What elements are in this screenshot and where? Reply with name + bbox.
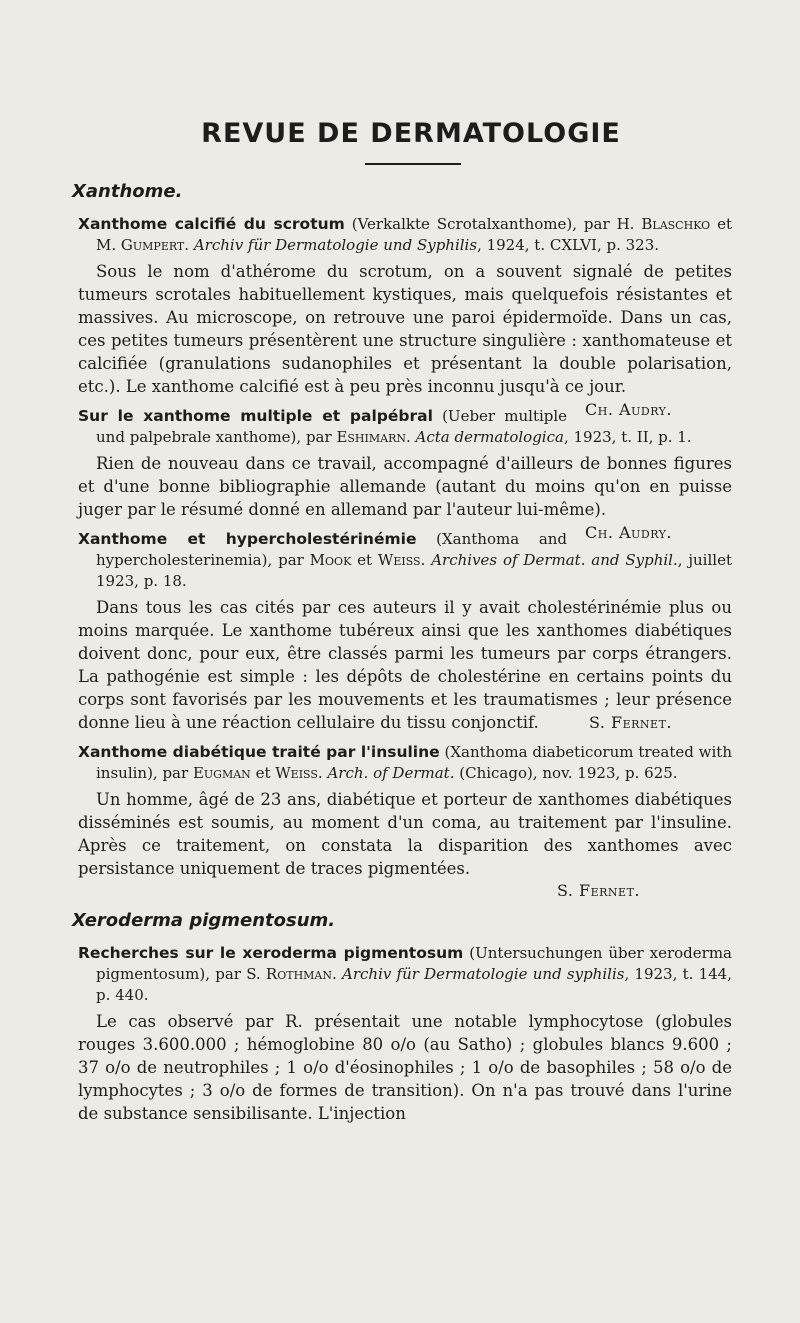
ref-text: , 1924, t. CXLVI, p. 323. <box>477 236 660 254</box>
article-title: Sur le xanthome multiple et palpébral <box>78 407 433 425</box>
article-entry <box>78 529 732 734</box>
ref-text: (Xanthoma and hypercholesterinemia), par <box>96 530 568 569</box>
author-name: Eshimarn <box>336 428 406 446</box>
ref-text: . <box>332 965 342 983</box>
ref-text: et <box>710 215 732 233</box>
article-entry <box>78 943 732 1125</box>
author-name: Eugman <box>192 764 251 782</box>
signature: S. Fernet. <box>556 881 640 900</box>
journal-name: Arch. of Dermat. <box>327 764 455 782</box>
signature: Ch. Audry. <box>585 400 672 419</box>
ref-text: , 1923, t. 144, p. 440. <box>96 965 732 1004</box>
ref-text: . <box>420 551 432 569</box>
ref-text: (Untersuchungen über xeroderma pigmentosum), par <box>96 944 732 983</box>
author-name: S. Rothman <box>246 965 332 983</box>
ref-text: et <box>250 764 276 782</box>
ref-text: (Xanthoma diabeticorum treated with insulin), par <box>96 743 732 782</box>
section-heading-xeroderma: Xeroderma pigmentosum. <box>72 910 336 931</box>
signature: Ch. Audry. <box>585 523 672 542</box>
journal-name: Archiv für Dermatologie und Syphilis <box>193 236 478 254</box>
article-title: Xanthome calcifié du scrotum <box>78 215 345 233</box>
journal-name: Archives of Dermat. and Syphil. <box>431 551 678 569</box>
body-text: Sous le nom d'athérome du scrotum, on a souvent signalé de petites tumeurs scrotales habituellement kystiques, mais quelquefois résistantes et massives. Au microscope, on retrouve une paroi épidermoïde. Dans un cas, ces petites tumeurs présentèrent une structure singulière : xanthomateuse et calcifiée (granulations sudanophiles et présentant la double polarisation, etc.). Le xanthome calcifié est à peu près inconnu jusqu'à ce jour. <box>78 262 732 396</box>
ref-text: , juillet 1923, p. 18. <box>96 551 732 590</box>
article-body <box>78 596 732 734</box>
ref-text: (Ueber multiple und palpebrale xanthome), par <box>96 407 568 446</box>
ref-text: . <box>184 236 194 254</box>
article-reference <box>78 943 732 1006</box>
journal-name: Archiv für Dermatologie und syphilis <box>342 965 625 983</box>
body-text: Dans tous les cas cités par ces auteurs il y avait cholestérinémie plus ou moins marquée. Le xanthome tubéreux ainsi que les xanthomes diabétiques doivent donc, pour eux, être classés parmi les tumeurs par corps étrangers. La pathogénie est simple : les dépôts de cholestérine en certains points du corps sont favorisés par les mouvements et les traumatismes ; leur présence donne lieu à une réaction cellulaire du tissu conjonctif. <box>78 598 732 732</box>
ref-text: (Chicago), nov. 1923, p. 625. <box>454 764 678 782</box>
signature: S. Fernet. <box>588 713 672 732</box>
author-name: Weiss <box>377 551 421 569</box>
section-heading-xanthome: Xanthome. <box>72 181 183 202</box>
author-name: Weiss <box>275 764 318 782</box>
journal-name: Acta dermatologica <box>415 428 564 446</box>
ref-text: . <box>405 428 416 446</box>
ref-text: . <box>317 764 328 782</box>
article-body: Un homme, âgé de 23 ans, diabétique et porteur de xanthomes diabétiques disséminés est soumis, au moment d'un coma, au traitement par l'insuline. Après ce traitement, on constata la disparition des xanthomes avec persistance uniquement de traces pigmentées. <box>78 790 732 878</box>
article-entry <box>78 742 732 902</box>
title-rule <box>365 163 461 165</box>
author-name: Mook <box>309 551 352 569</box>
page-title: REVUE DE DERMATOLOGIE <box>201 118 621 149</box>
ref-text: , 1923, t. II, p. 1. <box>563 428 692 446</box>
article-body: Le cas observé par R. présentait une notable lymphocytose (globules rouges 3.600.000 ; hémoglobine 80 o/o (au Satho) ; globules blancs 9.600 ; 37 o/o de neutrophiles ; 1 o/o d'éosinophiles ; 1 o/o de basophiles ; 58 o/o de lymphocytes ; 3 o/o de formes de transition). On n'a pas trouvé dans l'urine de substance sensibilisante. L'injection <box>78 1012 732 1123</box>
ref-text: et <box>351 551 378 569</box>
article-title: Xanthome et hypercholestérinémie <box>78 530 417 548</box>
article-title: Recherches sur le xeroderma pigmentosum <box>78 944 464 962</box>
body-text: Rien de nouveau dans ce travail, accompagné d'ailleurs de bonnes figures et d'une bonne bibliographie allemande (autant du moins qu'on en puisse juger par le résumé donné en allemand par l'auteur lui-même). <box>78 454 732 519</box>
author-name: H. Blaschko <box>616 215 711 233</box>
author-name: M. Gumpert <box>96 236 185 254</box>
article-reference <box>78 214 732 256</box>
ref-text: (Verkalkte Scrotalxanthome), par <box>344 215 617 233</box>
article-reference <box>78 742 732 784</box>
article-title: Xanthome diabétique traité par l'insuline <box>78 743 440 761</box>
